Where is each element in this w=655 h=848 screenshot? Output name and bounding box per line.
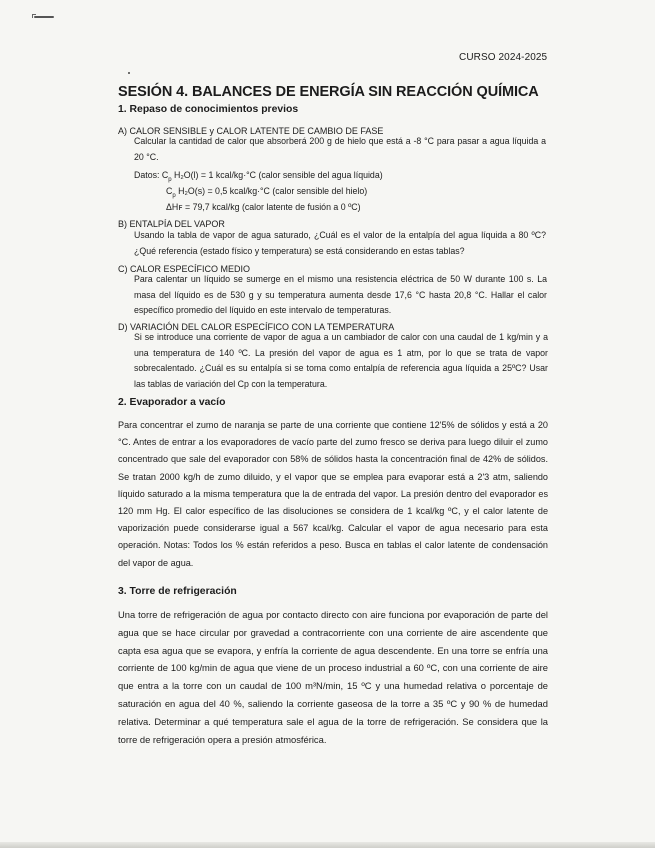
section2-heading: 2. Evaporador a vacío [118,397,226,408]
item-a-data-3: ΔHꜰ = 79,7 kcal/kg (calor latente de fusión a 0 ºC) [166,202,361,212]
section3-heading: 3. Torre de refrigeración [118,586,237,597]
item-b-label: B) ENTALPÍA DEL VAPOR [118,219,225,229]
item-d-label: D) VARIACIÓN DEL CALOR ESPECÍFICO CON LA TEMPERATURA [118,322,395,332]
section1-heading: 1. Repaso de conocimientos previos [118,104,299,115]
item-d-text: Si se introduce una corriente de vapor de agua a un cambiador de calor con una caudal de 1 kg/min y a una temperatura de 140 ºC. La presión del vapor de agua es 1 atm, por lo que se trata de vapor sobrecalentado. ¿Cuál es su entalpía si se toma como entalpía de referencia agua líquida a 25ºC? Usar las tablas de variación del Cp con la temperatura. [134,332,548,389]
item-a-text: Calcular la cantidad de calor que absorberá 200 g de hielo que está a -8 °C para pasar a agua líquida a 20 °C. [134,136,546,162]
item-c-label: C) CALOR ESPECÍFICO MEDIO [118,264,251,274]
item-c-text: Para calentar un líquido se sumerge en el mismo una resistencia eléctrica de 50 W durante 100 s. La masa del líquido es de 530 g y su temperatura aumenta desde 17,6 °C hasta 20,8 °C. Hallar el calor específico promedio del líquido en este intervalo de temperaturas. [134,274,547,315]
course-year: CURSO 2024-2025 [459,52,548,63]
item-a-data-2: $C_p$ H₂O(s) = 0,5 kcal/kg·°C (calor sensible del hielo) [166,186,368,199]
section2-text: Para concentrar el zumo de naranja se parte de una corriente que contiene 12'5% de sólidos y está a 20 °C. Antes de entrar a los evaporadores de vacío parte del zumo fresco se deriva para luego diluir el zumo concentrado que sale del evaporador con 58% de sólidos hasta la concentración final de 42% de sólidos. Se tratan 2000 kg/h de zumo diluido, y el vapor que se emplea para evaporar está a 2'3 atm, saliendo líquido saturado a la misma temperatura que la de entrada del vapor. La presión dentro del evaporador es 120 mm Hg. El calor específico de las disoluciones se considera de 1 kcal/kg ºC, y el calor latente de vaporización puede considerarse igual a 567 kcal/kg. Calcular el vapor de agua necesario para esta operación. Notas: Todos los % están referidos a peso. Busca en tablas el calor latente de condensación del vapor de agua. [118,420,548,568]
corner-mark [34,16,54,18]
item-b-text: Usando la tabla de vapor de agua saturado, ¿Cuál es el valor de la entalpía del agua líquida a 80 ºC? ¿Qué referencia (estado físico y temperatura) se está considerando en estas tablas? [134,230,546,256]
page-title: SESIÓN 4. BALANCES DE ENERGÍA SIN REACCIÓN QUÍMICA [118,84,539,100]
stray-dot [128,72,130,74]
item-a-data-1: Datos: $C_p$ H₂O(l) = 1 kcal/kg·°C (calor sensible del agua líquida) [134,170,383,183]
item-a-label: A) CALOR SENSIBLE y CALOR LATENTE DE CAMBIO DE FASE [118,126,384,136]
section3-text: Una torre de refrigeración de agua por contacto directo con aire funciona por evaporación de parte del agua que se hace circular por gravedad a contracorriente con una corriente de aire ascendente que capta esa agua que se evapora, y enfría la corriente de agua descendente. En una torre se enfría una corriente de 100 kg/min de agua que viene de un proceso industrial a 60 ºC, con una corriente de aire que entra a la torre con un caudal de 100 m³N/min, 15 ºC y una humedad relativa o porcentaje de saturación en agua del 40 %, saliendo la corriente gaseosa de la torre a 35 ºC y 90 % de humedad relativa. Determinar a qué temperatura sale el agua de la torre de refrigeración. Se considera que la torre de refrigeración opera a presión atmosférica. [118,609,548,745]
page-bottom-edge [0,842,655,848]
